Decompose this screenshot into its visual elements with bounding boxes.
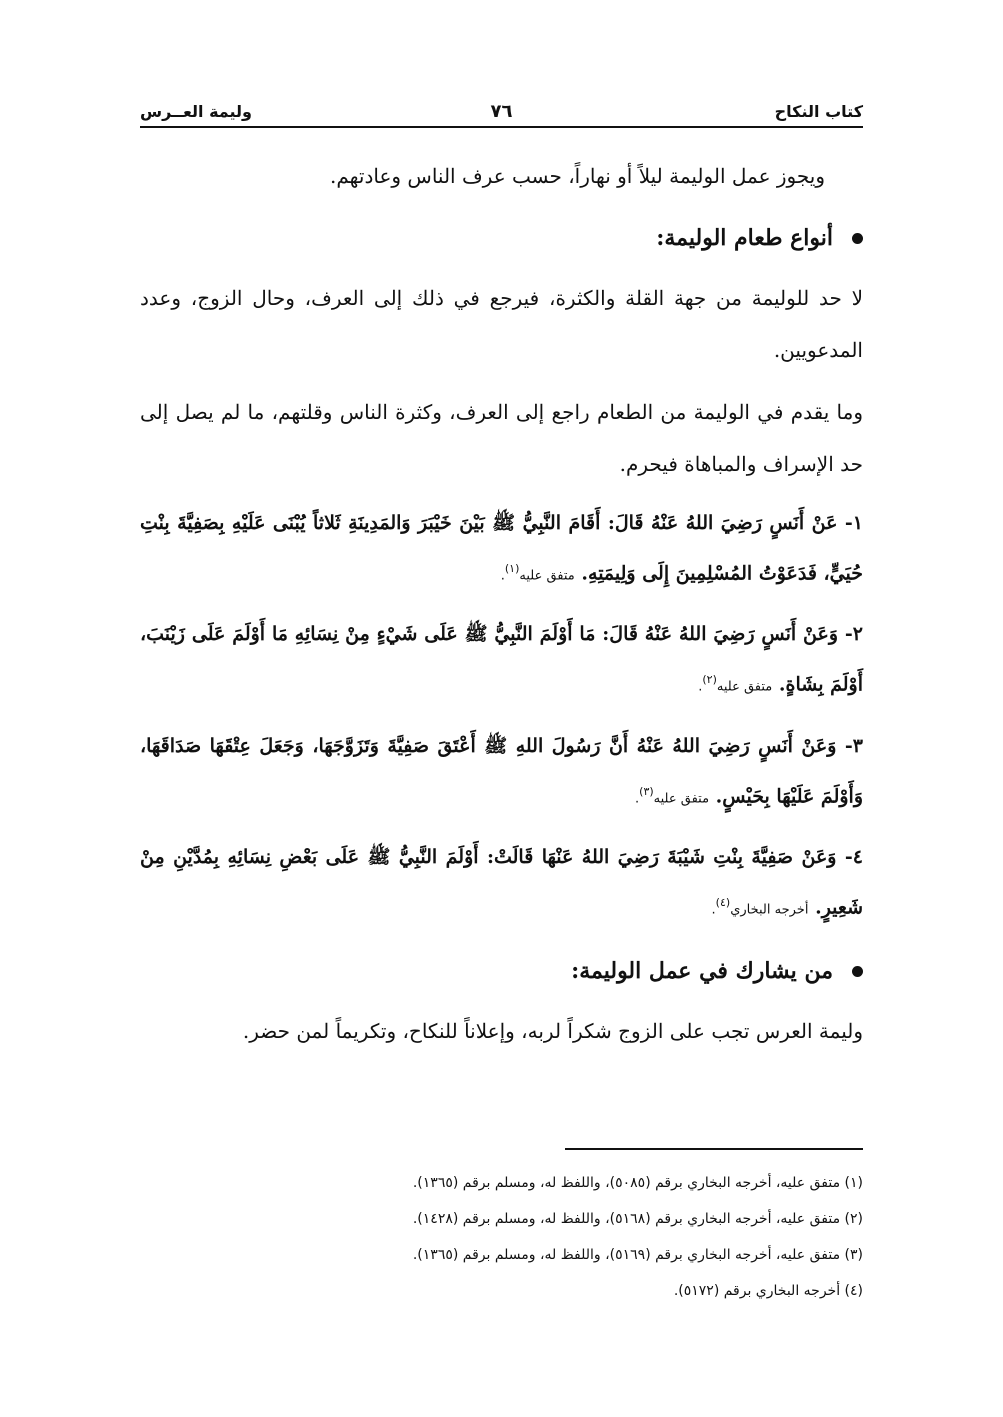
hadith-text: ١- عَنْ أَنَسٍ رَضِيَ اللهُ عَنْهُ قَالَ: أَقَامَ النَّبِيُّ ﷺ بَيْنَ خَيْبَرَ وَالمَدِينَةِ ثَلاثاً يُبْنَى عَلَيْهِ بِصَفِيَّةَ بِنْتِ حُيَيٍّ، فَدَعَوْتُ المُسْلِمِينَ إِلَى وَلِيمَتِهِ. — [140, 512, 863, 585]
hadith-3: ٣- وَعَنْ أَنَسٍ رَضِيَ اللهُ عَنْهُ أَنَّ رَسُولَ اللهِ ﷺ أَعْتَقَ صَفِيَّةَ وَتَزَوَّجَهَا، وَجَعَلَ عِتْقَهَا صَدَاقَهَا، وَأَوْلَمَ عَلَيْهَا بِحَيْسٍ. متفق عليه$^{(٣)}$. — [140, 734, 863, 807]
footnote-ref: (١) — [504, 562, 520, 575]
chapter-title: كتاب النكاح — [774, 102, 863, 121]
paragraph-food: وما يقدم في الوليمة من الطعام راجع إلى العرف، وكثرة الناس وقلتهم، ما لم يصل إلى حد الإسراف والمباهاة فيحرم. — [140, 400, 863, 476]
hadith-source: أخرجه البخاري — [730, 902, 809, 918]
footnote-3: (٣) متفق عليه، أخرجه البخاري برقم (٥١٦٩)، واللفظ له، ومسلم برقم (١٣٦٥). — [412, 1247, 863, 1263]
footnote-separator — [565, 1148, 863, 1150]
heading-text: أنواع طعام الوليمة: — [656, 225, 833, 251]
header-rule — [140, 126, 863, 128]
main-content — [140, 150, 863, 1067]
footnote-4: (٤) أخرجه البخاري برقم (٥١٧٢). — [673, 1283, 863, 1299]
paragraph-obligation: وليمة العرس تجب على الزوج شكراً لربه، وإعلاناً للنكاح، وتكريماً لمن حضر. — [242, 1019, 863, 1044]
hadith-text: ٤- وَعَنْ صَفِيَّةَ بِنْتِ شَيْبَةَ رَضِيَ اللهُ عَنْهَا قَالَتْ: أَوْلَمَ النَّبِيُّ ﷺ عَلَى بَعْضِ نِسَائِهِ بِمُدَّيْنِ مِنْ شَعِيرٍ. — [140, 845, 863, 919]
hadith-source: متفق عليه — [519, 568, 575, 584]
section-heading-participants — [140, 945, 863, 997]
page-number: ٧٦ — [490, 101, 513, 122]
hadith-4: ٤- وَعَنْ صَفِيَّةَ بِنْتِ شَيْبَةَ رَضِيَ اللهُ عَنْهَا قَالَتْ: أَوْلَمَ النَّبِيُّ ﷺ عَلَى بَعْضِ نِسَائِهِ بِمُدَّيْنِ مِنْ شَعِيرٍ. أخرجه البخاري$^{(٤)}$. — [140, 845, 863, 919]
footnote-ref: (٢) — [702, 673, 717, 687]
hadith-text: ٣- وَعَنْ أَنَسٍ رَضِيَ اللهُ عَنْهُ أَنَّ رَسُولَ اللهِ ﷺ أَعْتَقَ صَفِيَّةَ وَتَزَوَّجَهَا، وَجَعَلَ عِتْقَهَا صَدَاقَهَا، وَأَوْلَمَ عَلَيْهَا بِحَيْسٍ. — [140, 734, 863, 807]
intro-paragraph: ويجوز عمل الوليمة ليلاً أو نهاراً، حسب عرف الناس وعادتهم. — [330, 164, 825, 188]
section-title: وليمة العــرس — [140, 102, 252, 121]
hadith-source: متفق عليه — [653, 790, 710, 806]
hadith-1: ١- عَنْ أَنَسٍ رَضِيَ اللهُ عَنْهُ قَالَ: أَقَامَ النَّبِيُّ ﷺ بَيْنَ خَيْبَرَ وَالمَدِينَةِ ثَلاثاً يُبْنَى عَلَيْهِ بِصَفِيَّةَ بِنْتِ حُيَيٍّ، فَدَعَوْتُ المُسْلِمِينَ إِلَى وَلِيمَتِهِ. متفق عليه$^{(١)}$. — [140, 512, 863, 585]
hadith-source: متفق عليه — [716, 679, 773, 695]
bullet-icon — [852, 233, 863, 244]
footnote-1: (١) متفق عليه، أخرجه البخاري برقم (٥٠٨٥)، واللفظ له، ومسلم برقم (١٣٦٥). — [412, 1175, 863, 1191]
hadith-2: ٢- وَعَنْ أَنَسٍ رَضِيَ اللهُ عَنْهُ قَالَ: مَا أَوْلَمَ النَّبِيُّ ﷺ عَلَى شَيْءٍ مِنْ نِسَائِهِ مَا أَوْلَمَ عَلَى زَيْنَبَ، أَوْلَمَ بِشَاةٍ. متفق عليه$^{(٢)}$. — [140, 623, 863, 696]
footnote-ref: (٤) — [715, 895, 731, 909]
footnote-2: (٢) متفق عليه، أخرجه البخاري برقم (٥١٦٨)، واللفظ له، ومسلم برقم (١٤٢٨). — [412, 1211, 863, 1227]
bullet-icon — [852, 966, 863, 977]
footnotes — [140, 1165, 863, 1309]
paragraph-quantity: لا حد للوليمة من جهة القلة والكثرة، فيرجع في ذلك إلى العرف، وحال الزوج، وعدد المدعويين. — [140, 286, 863, 362]
heading-text: من يشارك في عمل الوليمة: — [571, 958, 833, 985]
hadith-text: ٢- وَعَنْ أَنَسٍ رَضِيَ اللهُ عَنْهُ قَالَ: مَا أَوْلَمَ النَّبِيُّ ﷺ عَلَى شَيْءٍ مِنْ نِسَائِهِ مَا أَوْلَمَ عَلَى زَيْنَبَ، أَوْلَمَ بِشَاةٍ. — [140, 623, 863, 696]
section-heading-food-types — [140, 212, 863, 264]
footnote-ref: (٣) — [639, 784, 654, 798]
